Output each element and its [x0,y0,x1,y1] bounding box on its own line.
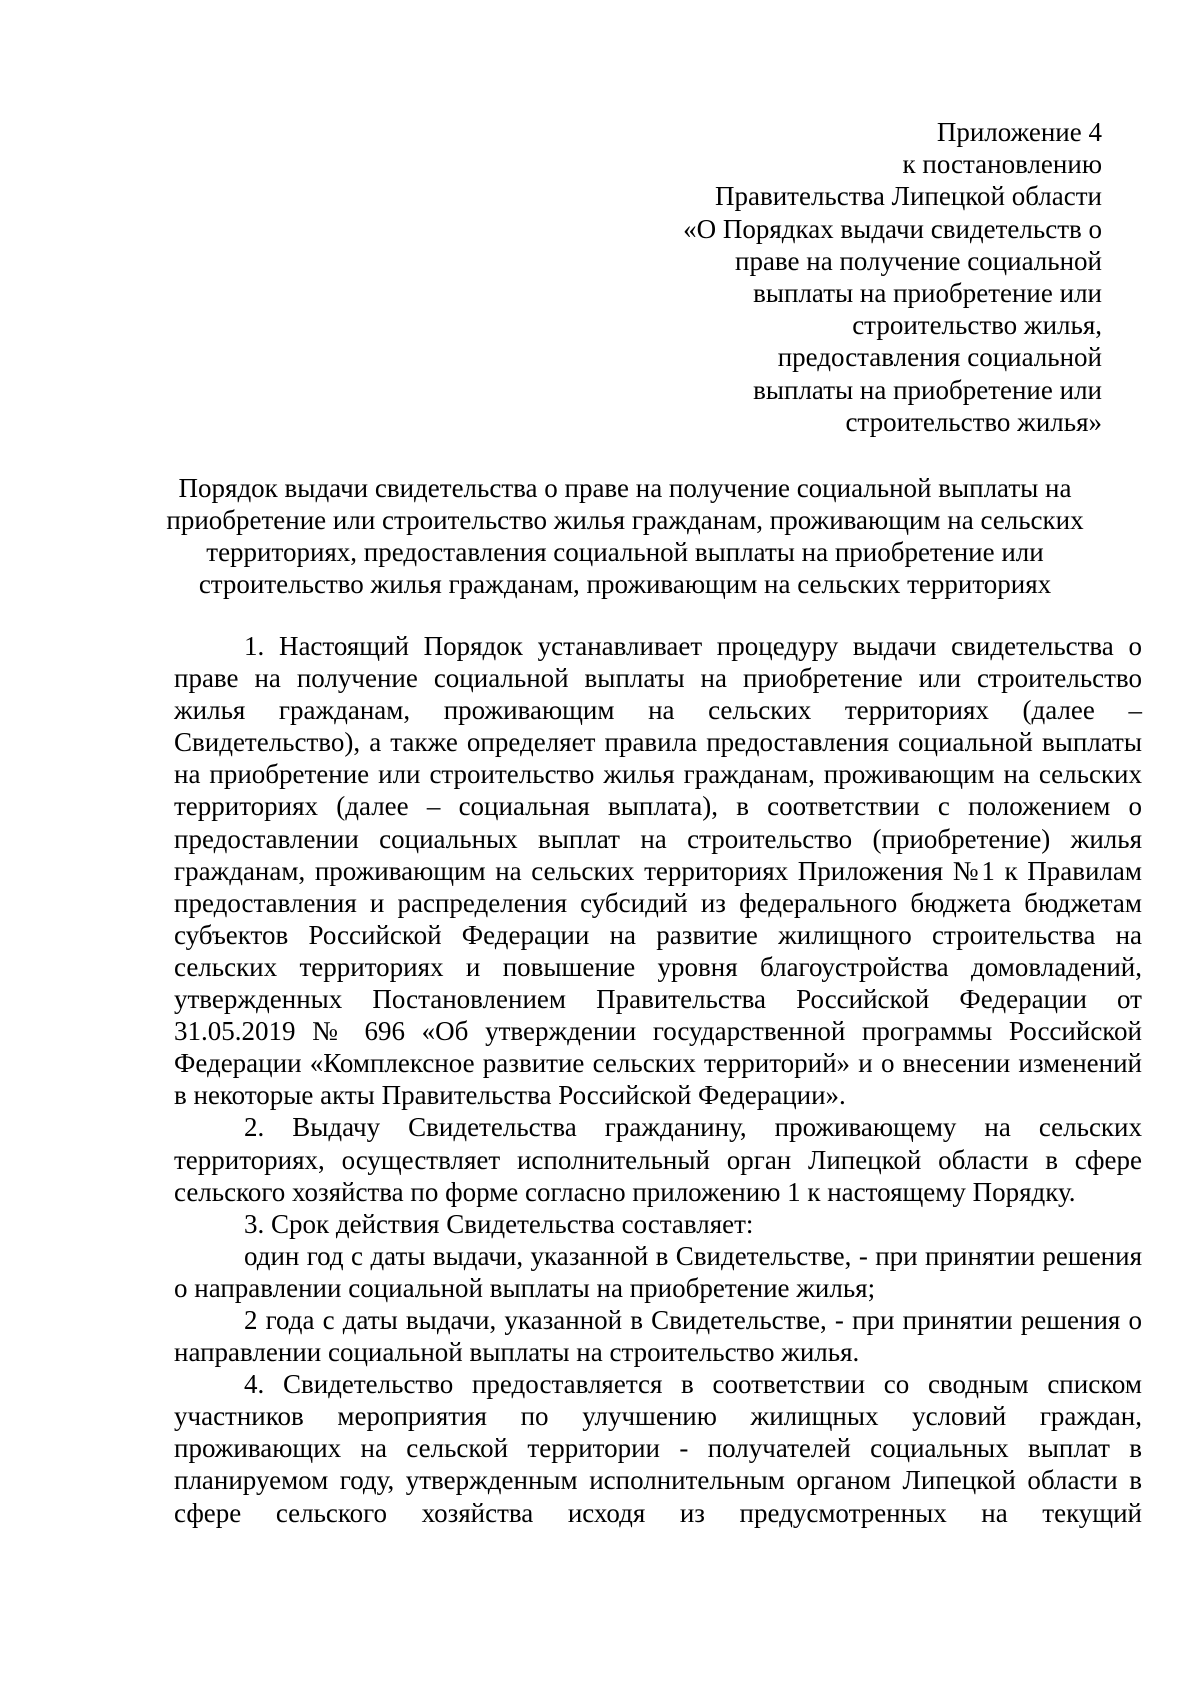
appendix-line: выплаты на приобретение или [753,278,1102,309]
appendix-line: праве на получение социальной [735,245,1102,276]
paragraph-3: 3. Срок действия Свидетельства составляет: [244,1208,754,1239]
appendix-line: выплаты на приобретение или [753,374,1102,405]
appendix-line: строительство жилья» [845,406,1102,437]
appendix-line: строительство жилья, [852,310,1102,341]
document-title [120,472,1130,600]
appendix-line: «О Порядках выдачи свидетельств о [683,213,1102,244]
appendix-line: к постановлению [902,149,1102,180]
paragraph-4: 4. Свидетельство предоставляется в соответствии со сводным списком участников мероприятия по улучшению жилищных условий граждан, проживающих на сельской территории - получателей социальных выплат в планируемом году, утвержденным исполнительным органом Липецкой области в сфере сельского хозяйства исходя из предусмотренных на текущий [174,1369,1142,1528]
title-line: приобретение или строительство жилья гражданам, проживающим на сельских [166,505,1084,535]
appendix-line: Приложение 4 [936,117,1102,147]
paragraph-1: 1. Настоящий Порядок устанавливает процедуру выдачи свидетельства о праве на получение социальной выплаты на приобретение или строительство жилья гражданам, проживающим на сельских территориях (далее – Свидетельство), а также определяет правила предоставления социальной выплаты на приобретение или строительство жилья гражданам, проживающим на сельских территориях (далее – социальная выплата), в соответствии с положением о предоставлении социальных выплат на строительство (приобретение) жилья гражданам, проживающим на сельских территориях Приложения №1 к Правилам предоставления и распределения субсидий из федерального бюджета бюджетам субъектов Российской Федерации на развитие жилищного строительства на сельских территориях и повышение уровня благоустройства домовладений, утвержденных Постановлением Правительства Российской Федерации от 31.05.2019 № 696 «Об утверждении государственной программы Российской Федерации «Комплексное развитие сельских территорий» и о внесении изменений в некоторые акты Правительства Российской Федерации». [174,631,1142,1111]
appendix-header [600,116,1102,438]
appendix-line: предоставления социальной [777,342,1102,373]
paragraph-3-item-2: 2 года с даты выдачи, указанной в Свидетельстве, - при принятии решения о направлении социальной выплаты на строительство жилья. [174,1304,1142,1368]
title-line: территориях, предоставления социальной выплаты на приобретение или [206,537,1044,567]
document-body [174,630,1142,1529]
title-line: строительство жилья гражданам, проживающим на сельских территориях [198,569,1052,599]
appendix-line: Правительства Липецкой области [714,181,1102,212]
title-line: Порядок выдачи свидетельства о праве на получение социальной выплаты на [178,473,1072,503]
paragraph-3-item-1: один год с даты выдачи, указанной в Свидетельстве, - при принятии решения о направлении социальной выплаты на приобретение жилья; [174,1240,1142,1303]
paragraph-2: 2. Выдачу Свидетельства гражданину, проживающему на сельских территориях, осуществляет исполнительный орган Липецкой области в сфере сельского хозяйства по форме согласно приложению 1 к настоящему Порядку. [174,1112,1142,1207]
